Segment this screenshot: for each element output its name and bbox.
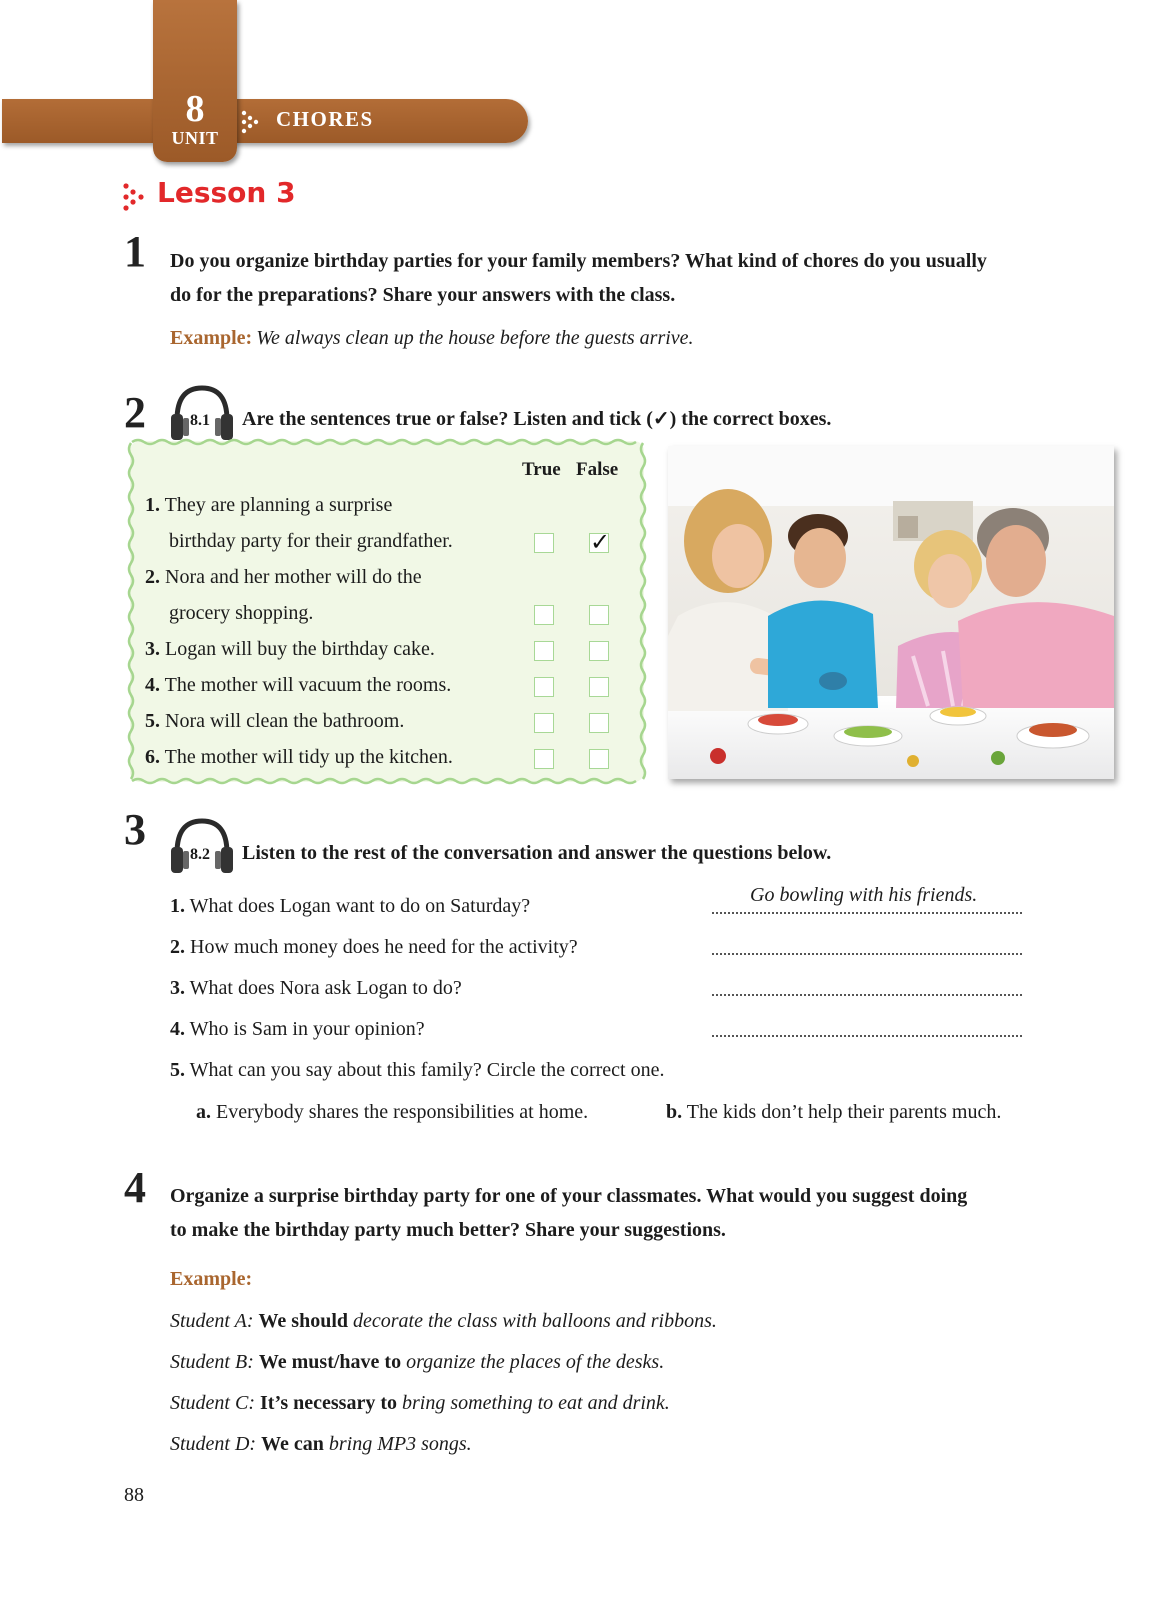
option-letter: a. bbox=[196, 1101, 211, 1123]
item-number: 5. bbox=[145, 710, 160, 732]
exercise-1-instruction bbox=[170, 244, 1070, 312]
instruction-line: do for the preparations? Share your answers with the class. bbox=[170, 284, 676, 306]
false-checkbox[interactable] bbox=[589, 713, 609, 733]
example-line bbox=[170, 1392, 670, 1415]
question-number: 2. bbox=[170, 936, 185, 958]
statement-item-cont: birthday party for their grandfather. bbox=[169, 530, 453, 552]
unit-number: 8 bbox=[185, 88, 205, 130]
exercise-number: 2 bbox=[124, 388, 146, 437]
question-text: What does Logan want to do on Saturday? bbox=[189, 895, 531, 917]
exercise-3-instruction: Listen to the rest of the conversation and answer the questions below. bbox=[242, 842, 832, 864]
track-number: 8.1 bbox=[190, 412, 210, 429]
unit-tab bbox=[153, 0, 237, 162]
instruction-line: Organize a surprise birthday party for one of your classmates. What would you suggest doing bbox=[170, 1185, 968, 1207]
instruction-line: to make the birthday party much better? Share your suggestions. bbox=[170, 1219, 726, 1241]
exercise-4-instruction bbox=[170, 1179, 1070, 1247]
example-line bbox=[170, 1351, 664, 1374]
item-number: 2. bbox=[145, 566, 160, 588]
question-number: 3. bbox=[170, 977, 185, 999]
item-text: Nora and her mother will do the bbox=[165, 566, 422, 588]
instruction-line: Do you organize birthday parties for your family members? What kind of chores do you usually bbox=[170, 250, 987, 272]
answer-line[interactable] bbox=[712, 927, 1022, 955]
question-number: 1. bbox=[170, 895, 185, 917]
statement-item bbox=[145, 566, 422, 589]
page-number: 88 bbox=[124, 1484, 144, 1506]
true-checkbox[interactable] bbox=[534, 749, 554, 769]
speaker: Student C: bbox=[170, 1392, 255, 1414]
family-party-photo bbox=[668, 446, 1114, 779]
question-number: 4. bbox=[170, 1018, 185, 1040]
false-checkbox[interactable] bbox=[589, 641, 609, 661]
true-checkbox[interactable] bbox=[534, 677, 554, 697]
statement-item-cont: grocery shopping. bbox=[169, 602, 314, 624]
item-number: 4. bbox=[145, 674, 160, 696]
statement-item bbox=[145, 494, 392, 517]
question-text: What does Nora ask Logan to do? bbox=[189, 977, 462, 999]
true-checkbox[interactable] bbox=[534, 533, 554, 553]
exercise-number: 3 bbox=[124, 805, 146, 854]
statement-item bbox=[145, 674, 451, 697]
exercise-number: 4 bbox=[124, 1163, 146, 1212]
key-phrase: We should bbox=[258, 1310, 348, 1332]
item-text: The mother will tidy up the kitchen. bbox=[164, 746, 453, 768]
answer-line[interactable] bbox=[712, 886, 1022, 914]
exercise-2-instruction: Are the sentences true or false? Listen and tick (✓) the correct boxes. bbox=[242, 408, 832, 430]
false-checkbox[interactable] bbox=[589, 528, 611, 556]
option-letter: b. bbox=[666, 1101, 683, 1123]
example-rest: bring MP3 songs. bbox=[328, 1433, 472, 1455]
true-checkbox[interactable] bbox=[534, 605, 554, 625]
example-rest: organize the places of the desks. bbox=[406, 1351, 665, 1373]
false-checkbox[interactable] bbox=[589, 749, 609, 769]
key-phrase: We must/have to bbox=[258, 1351, 402, 1373]
item-number: 6. bbox=[145, 746, 160, 768]
true-checkbox[interactable] bbox=[534, 713, 554, 733]
answer-text: Go bowling with his friends. bbox=[750, 884, 978, 906]
example-label: Example: bbox=[170, 327, 253, 349]
question-item bbox=[170, 936, 578, 959]
true-checkbox[interactable] bbox=[534, 641, 554, 661]
question-text: Who is Sam in your opinion? bbox=[189, 1018, 425, 1040]
exercise-1-example bbox=[170, 327, 694, 350]
item-text: Nora will clean the bathroom. bbox=[165, 710, 405, 732]
option-text: The kids don’t help their parents much. bbox=[686, 1101, 1002, 1123]
key-phrase: It’s necessary to bbox=[260, 1392, 398, 1414]
statement-item bbox=[145, 638, 435, 661]
example-line bbox=[170, 1310, 717, 1333]
question-item bbox=[170, 895, 530, 918]
speaker: Student B: bbox=[170, 1351, 254, 1373]
question-number: 5. bbox=[170, 1059, 185, 1081]
statement-item bbox=[145, 746, 453, 769]
statement-item bbox=[145, 710, 404, 733]
dots-icon bbox=[121, 182, 147, 212]
key-phrase: We can bbox=[261, 1433, 324, 1455]
track-number: 8.2 bbox=[190, 846, 210, 863]
example-text: We always clean up the house before the guests arrive. bbox=[256, 327, 694, 349]
answer-line[interactable] bbox=[712, 968, 1022, 996]
answer-line[interactable] bbox=[712, 1009, 1022, 1037]
unit-title: CHORES bbox=[276, 107, 374, 131]
example-rest: decorate the class with balloons and ribbons. bbox=[353, 1310, 717, 1332]
column-header-false: False bbox=[576, 459, 619, 480]
question-text: How much money does he need for the activity? bbox=[190, 936, 578, 958]
example-rest: bring something to eat and drink. bbox=[402, 1392, 670, 1414]
example-label: Example: bbox=[170, 1268, 253, 1290]
unit-label: UNIT bbox=[171, 128, 219, 148]
false-checkbox[interactable] bbox=[589, 605, 609, 625]
unit-banner bbox=[2, 99, 528, 143]
lesson-title: Lesson 3 bbox=[157, 176, 296, 209]
option-a[interactable] bbox=[196, 1101, 588, 1124]
item-text: The mother will vacuum the rooms. bbox=[164, 674, 452, 696]
check-icon: ✓ bbox=[590, 528, 611, 556]
question-item bbox=[170, 977, 462, 1000]
speaker: Student A: bbox=[170, 1310, 254, 1332]
false-checkbox[interactable] bbox=[589, 677, 609, 697]
option-text: Everybody shares the responsibilities at home. bbox=[216, 1101, 589, 1123]
speaker: Student D: bbox=[170, 1433, 257, 1455]
item-text: They are planning a surprise bbox=[164, 494, 393, 516]
question-item bbox=[170, 1018, 425, 1041]
example-line bbox=[170, 1433, 472, 1456]
dots-icon bbox=[240, 109, 262, 135]
item-text: Logan will buy the birthday cake. bbox=[165, 638, 435, 660]
item-number: 1. bbox=[145, 494, 160, 516]
item-number: 3. bbox=[145, 638, 160, 660]
question-item bbox=[170, 1059, 664, 1082]
option-b[interactable] bbox=[666, 1101, 1001, 1124]
column-header-true: True bbox=[522, 459, 561, 480]
question-text: What can you say about this family? Circle the correct one. bbox=[189, 1059, 665, 1081]
exercise-number: 1 bbox=[124, 227, 146, 276]
